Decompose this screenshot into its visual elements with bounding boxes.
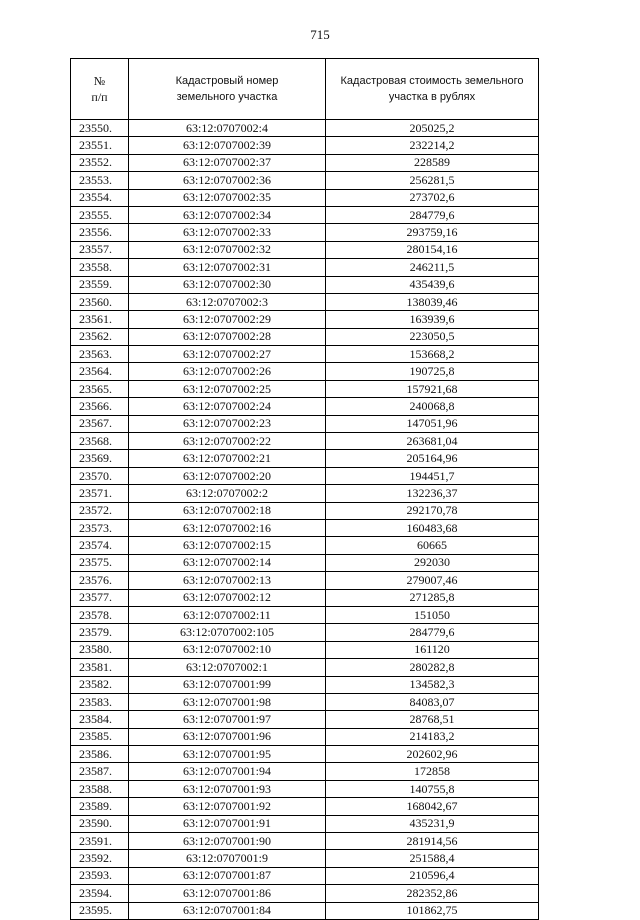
cadastral-number-cell: 63:12:0707002:30 xyxy=(129,276,326,293)
cadastral-table xyxy=(70,58,539,920)
row-number: 23595. xyxy=(71,902,129,919)
row-number: 23554. xyxy=(71,189,129,206)
row-number: 23571. xyxy=(71,485,129,502)
table-row xyxy=(71,728,539,745)
cadastral-number-cell: 63:12:0707002:25 xyxy=(129,380,326,397)
table-row xyxy=(71,415,539,432)
row-number: 23562. xyxy=(71,328,129,345)
cadastral-number-cell: 63:12:0707002:28 xyxy=(129,328,326,345)
row-number: 23572. xyxy=(71,502,129,519)
table-row xyxy=(71,606,539,623)
cadastral-number-cell: 63:12:0707002:105 xyxy=(129,624,326,641)
row-number: 23560. xyxy=(71,293,129,310)
cadastral-value-cell: 271285,8 xyxy=(326,589,539,606)
table-row xyxy=(71,276,539,293)
table-row xyxy=(71,693,539,710)
cadastral-value-cell: 172858 xyxy=(326,763,539,780)
cadastral-number-cell: 63:12:0707002:31 xyxy=(129,259,326,276)
table-row xyxy=(71,346,539,363)
cadastral-value-cell: 205025,2 xyxy=(326,120,539,137)
cadastral-number-cell: 63:12:0707002:11 xyxy=(129,606,326,623)
cadastral-value-cell: 292030 xyxy=(326,554,539,571)
cadastral-number-cell: 63:12:0707002:15 xyxy=(129,537,326,554)
row-number: 23556. xyxy=(71,224,129,241)
cadastral-number-cell: 63:12:0707001:97 xyxy=(129,711,326,728)
table-row xyxy=(71,780,539,797)
cadastral-value-cell: 293759,16 xyxy=(326,224,539,241)
row-number: 23559. xyxy=(71,276,129,293)
row-number: 23561. xyxy=(71,311,129,328)
table-row xyxy=(71,589,539,606)
table-row xyxy=(71,867,539,884)
table-row xyxy=(71,572,539,589)
cadastral-value-cell: 101862,75 xyxy=(326,902,539,919)
cadastral-number-cell: 63:12:0707002:26 xyxy=(129,363,326,380)
row-number: 23557. xyxy=(71,241,129,258)
cadastral-value-cell: 194451,7 xyxy=(326,467,539,484)
row-number: 23591. xyxy=(71,833,129,850)
row-number: 23592. xyxy=(71,850,129,867)
table-row xyxy=(71,241,539,258)
cadastral-number-cell: 63:12:0707002:36 xyxy=(129,172,326,189)
row-number: 23565. xyxy=(71,380,129,397)
cadastral-number-cell: 63:12:0707001:84 xyxy=(129,902,326,919)
table-row xyxy=(71,798,539,815)
cadastral-value-cell: 132236,37 xyxy=(326,485,539,502)
cadastral-value-cell: 153668,2 xyxy=(326,346,539,363)
table-row xyxy=(71,659,539,676)
cadastral-value-cell: 284779,6 xyxy=(326,206,539,223)
table-row xyxy=(71,763,539,780)
cadastral-value-cell: 280282,8 xyxy=(326,659,539,676)
table-header-row xyxy=(71,59,539,120)
table-row xyxy=(71,398,539,415)
cadastral-value-cell: 223050,5 xyxy=(326,328,539,345)
cadastral-value-cell: 147051,96 xyxy=(326,415,539,432)
table-row xyxy=(71,711,539,728)
cadastral-value-cell: 280154,16 xyxy=(326,241,539,258)
table-row xyxy=(71,624,539,641)
cadastral-number-cell: 63:12:0707002:33 xyxy=(129,224,326,241)
cadastral-value-cell: 28768,51 xyxy=(326,711,539,728)
row-number: 23584. xyxy=(71,711,129,728)
cadastral-value-cell: 60665 xyxy=(326,537,539,554)
table-row xyxy=(71,746,539,763)
row-number: 23569. xyxy=(71,450,129,467)
row-number: 23594. xyxy=(71,885,129,902)
row-number: 23564. xyxy=(71,363,129,380)
cadastral-value-cell: 292170,78 xyxy=(326,502,539,519)
cadastral-number-cell: 63:12:0707002:35 xyxy=(129,189,326,206)
table-row xyxy=(71,537,539,554)
cadastral-number-cell: 63:12:0707002:22 xyxy=(129,433,326,450)
cadastral-number-cell: 63:12:0707002:27 xyxy=(129,346,326,363)
cadastral-value-cell: 273702,6 xyxy=(326,189,539,206)
cadastral-number-cell: 63:12:0707002:13 xyxy=(129,572,326,589)
cadastral-number-cell: 63:12:0707002:18 xyxy=(129,502,326,519)
cadastral-value-cell: 281914,56 xyxy=(326,833,539,850)
cadastral-number-cell: 63:12:0707002:24 xyxy=(129,398,326,415)
cadastral-number-cell: 63:12:0707001:86 xyxy=(129,885,326,902)
cadastral-value-cell: 190725,8 xyxy=(326,363,539,380)
row-number: 23574. xyxy=(71,537,129,554)
row-number: 23575. xyxy=(71,554,129,571)
table-row xyxy=(71,363,539,380)
cadastral-value-cell: 168042,67 xyxy=(326,798,539,815)
row-number: 23590. xyxy=(71,815,129,832)
table-row xyxy=(71,224,539,241)
header-cadastral-value: Кадастровая стоимость земельного участка в рублях xyxy=(326,59,539,120)
row-number: 23589. xyxy=(71,798,129,815)
table-row xyxy=(71,311,539,328)
row-number: 23573. xyxy=(71,519,129,536)
cadastral-number-cell: 63:12:0707001:95 xyxy=(129,746,326,763)
table-row xyxy=(71,554,539,571)
cadastral-number-cell: 63:12:0707002:20 xyxy=(129,467,326,484)
table-row xyxy=(71,885,539,902)
row-number: 23576. xyxy=(71,572,129,589)
cadastral-number-cell: 63:12:0707002:3 xyxy=(129,293,326,310)
cadastral-value-cell: 202602,96 xyxy=(326,746,539,763)
table-row xyxy=(71,502,539,519)
cadastral-number-cell: 63:12:0707002:32 xyxy=(129,241,326,258)
row-number: 23585. xyxy=(71,728,129,745)
page-number: 715 xyxy=(310,27,330,42)
cadastral-number-cell: 63:12:0707001:9 xyxy=(129,850,326,867)
row-number: 23593. xyxy=(71,867,129,884)
cadastral-number-cell: 63:12:0707002:21 xyxy=(129,450,326,467)
cadastral-number-cell: 63:12:0707001:92 xyxy=(129,798,326,815)
table-row xyxy=(71,172,539,189)
cadastral-value-cell: 134582,3 xyxy=(326,676,539,693)
cadastral-number-cell: 63:12:0707001:99 xyxy=(129,676,326,693)
cadastral-number-cell: 63:12:0707002:16 xyxy=(129,519,326,536)
table-row xyxy=(71,137,539,154)
row-number: 23582. xyxy=(71,676,129,693)
cadastral-value-cell: 228589 xyxy=(326,154,539,171)
cadastral-value-cell: 284779,6 xyxy=(326,624,539,641)
row-number: 23588. xyxy=(71,780,129,797)
table-row xyxy=(71,259,539,276)
row-number: 23566. xyxy=(71,398,129,415)
cadastral-value-cell: 214183,2 xyxy=(326,728,539,745)
row-number: 23567. xyxy=(71,415,129,432)
row-number: 23563. xyxy=(71,346,129,363)
cadastral-number-cell: 63:12:0707001:87 xyxy=(129,867,326,884)
table-row xyxy=(71,641,539,658)
cadastral-number-cell: 63:12:0707002:2 xyxy=(129,485,326,502)
row-number: 23552. xyxy=(71,154,129,171)
cadastral-number-cell: 63:12:0707002:10 xyxy=(129,641,326,658)
row-number: 23581. xyxy=(71,659,129,676)
cadastral-number-cell: 63:12:0707001:91 xyxy=(129,815,326,832)
cadastral-number-cell: 63:12:0707002:39 xyxy=(129,137,326,154)
cadastral-value-cell: 160483,68 xyxy=(326,519,539,536)
row-number: 23580. xyxy=(71,641,129,658)
cadastral-number-cell: 63:12:0707002:1 xyxy=(129,659,326,676)
table-row xyxy=(71,433,539,450)
cadastral-value-cell: 205164,96 xyxy=(326,450,539,467)
row-number: 23577. xyxy=(71,589,129,606)
row-number: 23579. xyxy=(71,624,129,641)
cadastral-value-cell: 163939,6 xyxy=(326,311,539,328)
cadastral-value-cell: 282352,86 xyxy=(326,885,539,902)
cadastral-number-cell: 63:12:0707001:90 xyxy=(129,833,326,850)
header-cadastral-number: Кадастровый номер земельного участка xyxy=(129,59,326,120)
cadastral-number-cell: 63:12:0707002:29 xyxy=(129,311,326,328)
table-row xyxy=(71,206,539,223)
row-number: 23558. xyxy=(71,259,129,276)
row-number: 23586. xyxy=(71,746,129,763)
row-number: 23550. xyxy=(71,120,129,137)
cadastral-number-cell: 63:12:0707002:12 xyxy=(129,589,326,606)
cadastral-value-cell: 138039,46 xyxy=(326,293,539,310)
cadastral-value-cell: 140755,8 xyxy=(326,780,539,797)
table-row xyxy=(71,189,539,206)
cadastral-value-cell: 435439,6 xyxy=(326,276,539,293)
cadastral-number-cell: 63:12:0707002:23 xyxy=(129,415,326,432)
cadastral-value-cell: 435231,9 xyxy=(326,815,539,832)
row-number: 23578. xyxy=(71,606,129,623)
cadastral-value-cell: 161120 xyxy=(326,641,539,658)
cadastral-value-cell: 246211,5 xyxy=(326,259,539,276)
row-number: 23568. xyxy=(71,433,129,450)
cadastral-number-cell: 63:12:0707001:93 xyxy=(129,780,326,797)
cadastral-value-cell: 263681,04 xyxy=(326,433,539,450)
table-row xyxy=(71,120,539,137)
cadastral-value-cell: 232214,2 xyxy=(326,137,539,154)
row-number: 23570. xyxy=(71,467,129,484)
table-row xyxy=(71,154,539,171)
cadastral-value-cell: 279007,46 xyxy=(326,572,539,589)
row-number: 23551. xyxy=(71,137,129,154)
cadastral-value-cell: 151050 xyxy=(326,606,539,623)
cadastral-number-cell: 63:12:0707001:98 xyxy=(129,693,326,710)
row-number: 23553. xyxy=(71,172,129,189)
table-row xyxy=(71,380,539,397)
table-row xyxy=(71,833,539,850)
table-row xyxy=(71,676,539,693)
cadastral-value-cell: 157921,68 xyxy=(326,380,539,397)
table-row xyxy=(71,450,539,467)
row-number: 23583. xyxy=(71,693,129,710)
table-row xyxy=(71,850,539,867)
cadastral-number-cell: 63:12:0707001:94 xyxy=(129,763,326,780)
table-row xyxy=(71,293,539,310)
cadastral-value-cell: 251588,4 xyxy=(326,850,539,867)
cadastral-number-cell: 63:12:0707001:96 xyxy=(129,728,326,745)
cadastral-number-cell: 63:12:0707002:14 xyxy=(129,554,326,571)
table-row xyxy=(71,467,539,484)
cadastral-value-cell: 256281,5 xyxy=(326,172,539,189)
cadastral-value-cell: 240068,8 xyxy=(326,398,539,415)
cadastral-value-cell: 84083,07 xyxy=(326,693,539,710)
cadastral-number-cell: 63:12:0707002:34 xyxy=(129,206,326,223)
header-number: № п/п xyxy=(71,59,129,120)
table-row xyxy=(71,328,539,345)
row-number: 23555. xyxy=(71,206,129,223)
table-row xyxy=(71,815,539,832)
cadastral-number-cell: 63:12:0707002:37 xyxy=(129,154,326,171)
table-row xyxy=(71,485,539,502)
cadastral-number-cell: 63:12:0707002:4 xyxy=(129,120,326,137)
table-row xyxy=(71,519,539,536)
cadastral-value-cell: 210596,4 xyxy=(326,867,539,884)
row-number: 23587. xyxy=(71,763,129,780)
